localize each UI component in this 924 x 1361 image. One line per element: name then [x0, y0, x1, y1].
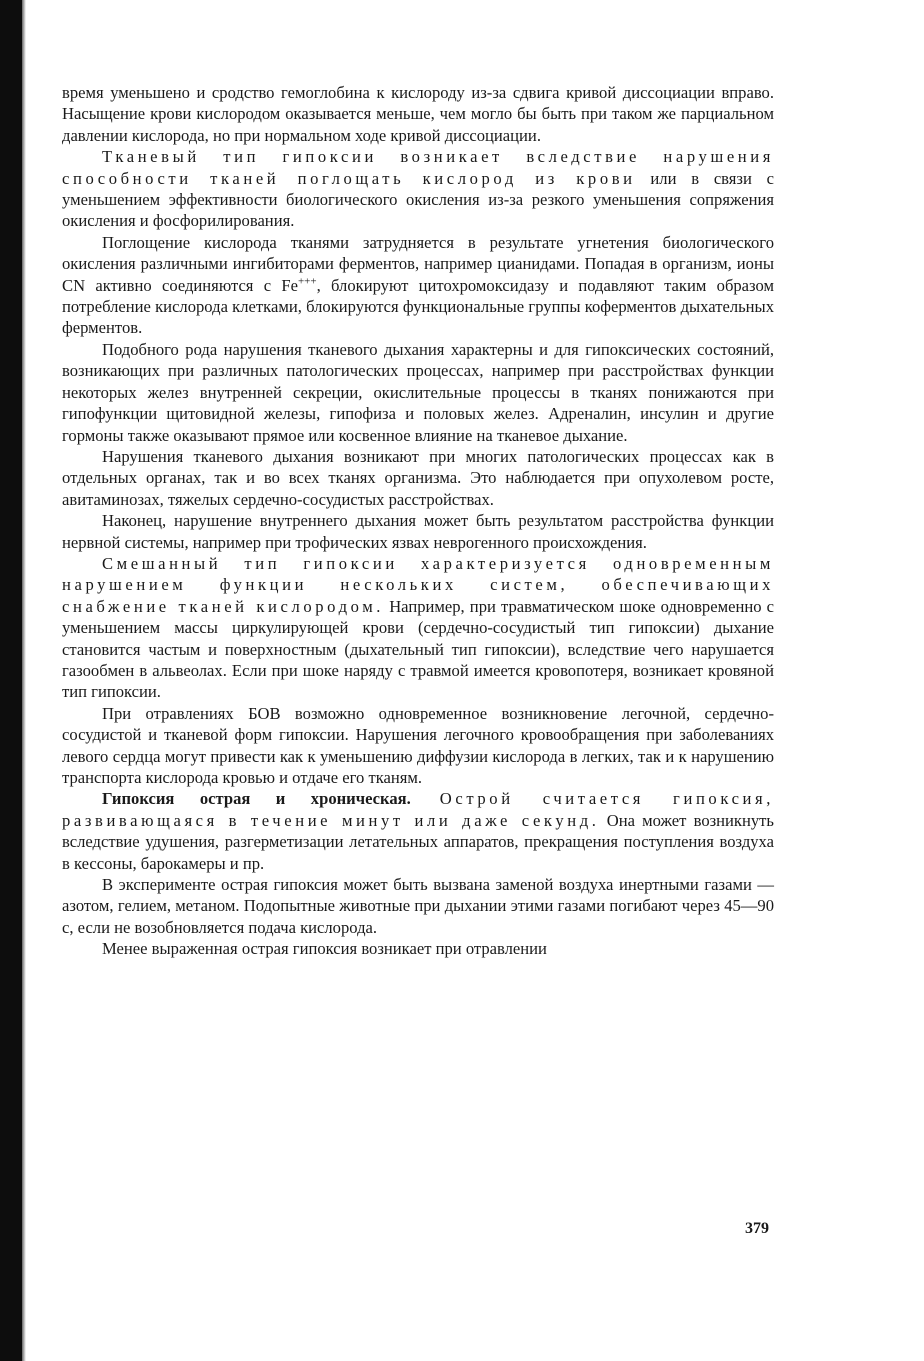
page-body-text	[62, 82, 774, 960]
paragraph-6: Наконец, нарушение внутреннего дыхания может быть результатом расстройства функции нервной системы, например при трофических язвах неврогенного происхождения.	[62, 511, 774, 552]
page-binding-edge	[0, 0, 22, 1361]
paragraph-10: В эксперименте острая гипоксия может быть вызвана заменой воздуха инертными газами — азотом, гелием, метаном. Подопытные животные при дыхании этими газами погибают через 45—90 с, если не возобновляется подача кислорода.	[62, 875, 774, 937]
paragraph-5: Нарушения тканевого дыхания возникают при многих патологических процессах как в отдельных органах, так и во всех тканях организма. Это наблюдается при опухолевом росте, авитаминозах, тяжелых сердечно-сосудистых расстройствах.	[62, 446, 774, 509]
paragraph-4: Подобного рода нарушения тканевого дыхания характерны и для гипоксических состояний, возникающих при различных патологических процессах, например при расстройствах функции некоторых желез внутренней секреции, окислительные процессы в тканях понижаются при гипофункции щитовидной железы, гипофиза и половых желез. Адреналин, инсулин и другие гормоны также оказывают прямое или косвенное влияние на тканевое дыхание.	[62, 339, 774, 445]
section-heading: Гипоксия острая и хроническая.	[102, 789, 411, 809]
paragraph-3: Поглощение кислорода тканями затрудняется в результате угнетения биологического окисления различными ингибиторами ферментов, например цианидами. Попадая в организм, ионы CN активно соединяются с Fe+++, блокируют цитохромоксидазу и подавляют таким образом потребление кислорода клетками, блокируются функциональные группы коферментов дыхательных ферментов.	[62, 232, 774, 338]
paragraph-11: Менее выраженная острая гипоксия возникает при отравлении	[102, 939, 547, 959]
ion-charge-superscript: +++	[297, 275, 317, 288]
spaced-emphasis: Смешанный тип гипоксии характеризуется одновременным нарушением функции нескольких систем, обеспечивающих снабжение тканей кислородом.	[62, 553, 774, 616]
spaced-emphasis: Острой считается гипоксия, развивающаяся в течение минут или даже секунд.	[62, 789, 774, 830]
paragraph-2: Тканевый тип гипоксии возникает вследствие нарушения способности тканей поглощать кислород из крови или в связи с уменьшением эффективности биологического окисления из-за резкого уменьшения сопряжения окисления и фосфорилирования.	[62, 147, 774, 231]
paragraph-9: Гипоксия острая и хроническая. Острой считается гипоксия, развивающаяся в течение минут или даже секунд. Она может возникнуть вследствие удушения, разгерметизации летательных аппаратов, прекращения поступления воздуха в кессоны, барокамеры и пр.	[62, 789, 774, 873]
paragraph-1: время уменьшено и сродство гемоглобина к кислороду из-за сдвига кривой диссоциации вправо. Насыщение крови кислородом оказывается меньше, чем могло бы быть при таком же парциальном давлении кислорода, но при нормальном ходе кривой диссоциации.	[62, 83, 774, 145]
paragraph-7: Смешанный тип гипоксии характеризуется одновременным нарушением функции нескольких систем, обеспечивающих снабжение тканей кислородом. Например, при травматическом шоке одновременно с уменьшением массы циркулирующей крови (сердечно-сосудистый тип гипоксии) дыхание становится частым и поверхностным (дыхательный тип гипоксии), вследствие чего нарушается газообмен в альвеолах. Если при шоке наряду с травмой имеется кровопотеря, возникает кровяной тип гипоксии.	[62, 553, 774, 702]
paragraph-8: При отравлениях БОВ возможно одновременное возникновение легочной, сердечно-сосудистой и тканевой форм гипоксии. Нарушения легочного кровообращения при заболеваниях левого сердца могут привести как к уменьшению диффузии кислорода в легких, так и к нарушению транспорта кислорода кровью и отдаче его тканям.	[62, 703, 774, 787]
page-number: 379	[745, 1220, 769, 1237]
spaced-emphasis: Тканевый тип гипоксии возникает вследствие нарушения способности тканей поглощать кислород из крови	[62, 147, 774, 188]
